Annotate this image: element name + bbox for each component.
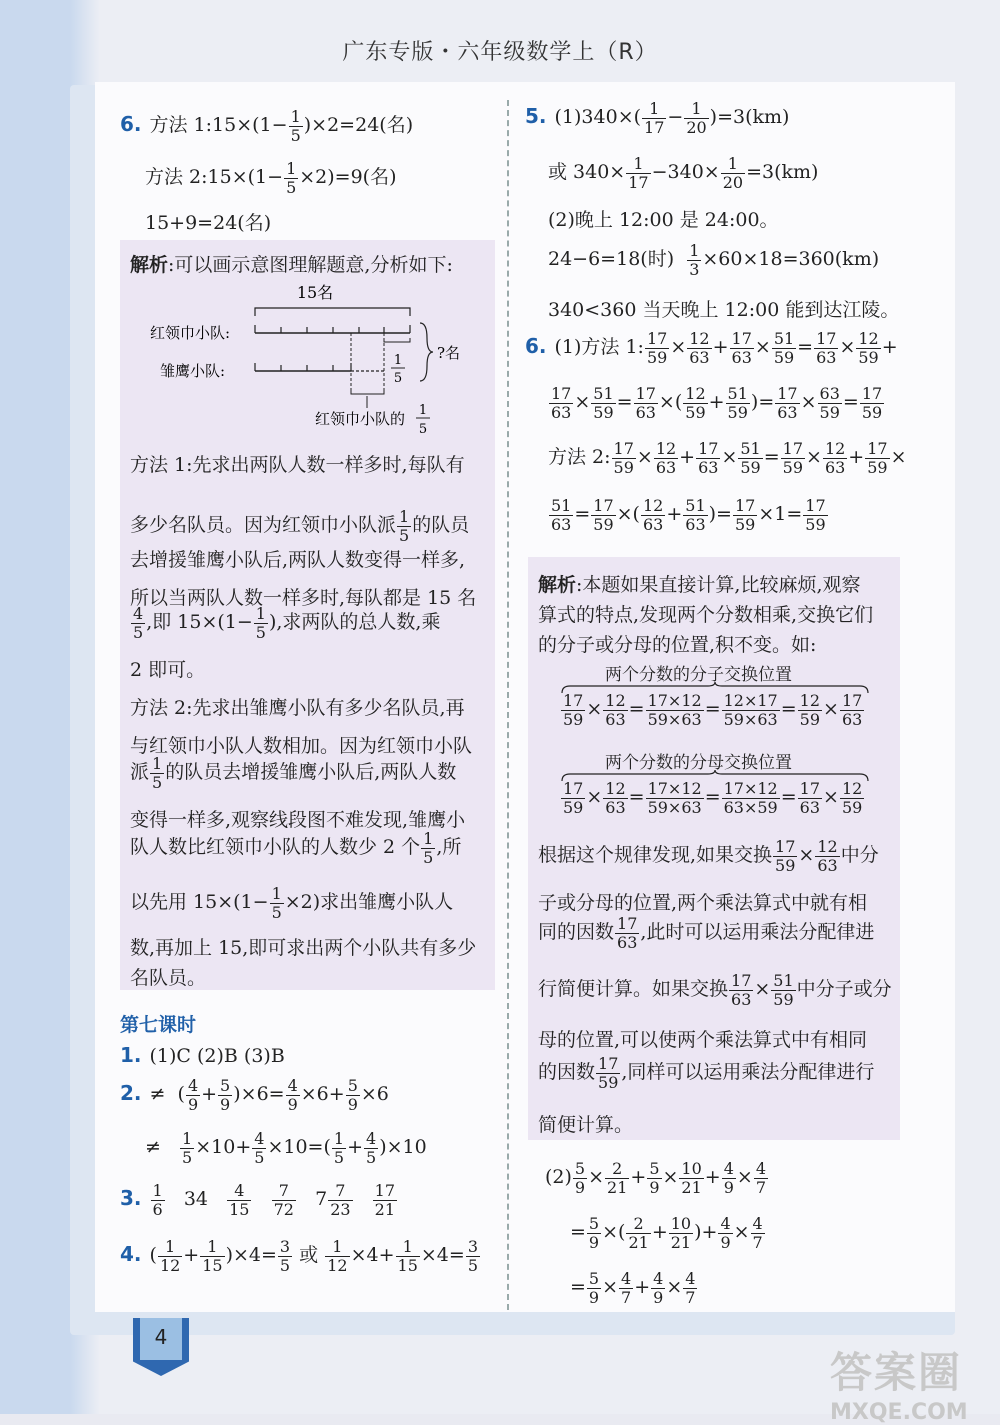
r-q6-2-line2: = $\frac{5}{9}$ ×( $\frac{2}{21}$ + $\frac{10}{21}$ )+ $\frac{4}{9}$ × $\frac{4}{7}$ bbox=[570, 1214, 763, 1252]
r-analysis-p1: 解析:本题如果直接计算,比较麻烦,观察 bbox=[538, 574, 861, 596]
r-q5-line4: 24−6=18(时) $\frac{1}{3}$ ×60×18=360(km) bbox=[548, 241, 880, 279]
r-q6-2-line3: = $\frac{5}{9}$ × $\frac{4}{7}$ + $\frac{4}{9}$ × $\frac{4}{7}$ bbox=[570, 1269, 696, 1307]
l7-q2-line2: ≠ $\frac{1}{5}$ ×10+ $\frac{4}{5}$ ×10=( $\frac{1}{5}$ + $\frac{4}{5}$ )×10 bbox=[145, 1129, 427, 1167]
l7-q3: 3. $\frac{1}{6}$ 34 $\frac{4}{15}$ $\frac{7}{72}$ 7 $\frac{7}{23}$ $\frac{17}{21}$ bbox=[120, 1181, 396, 1219]
r-example1: $\frac{17}{59}$ × $\frac{12}{63}$ = $\frac{17\times 12}{59\times 63}$ = $\frac{12\times 17}{59\times 63}$ = $\frac{12}{59}$ × $\frac{17}{63}$ bbox=[563, 691, 863, 729]
analysis-p2-line4: 变得一样多,观察线段图不难发现,雏鹰小 bbox=[130, 809, 466, 831]
r-analysis-t1: 根据这个规律发现,如果交换 $\frac{17}{59}$ × $\frac{12}{63}$ 中分 bbox=[538, 837, 879, 875]
brace-label-numerators: 两个分数的分子交换位置 bbox=[605, 665, 792, 685]
svg-text:5: 5 bbox=[393, 371, 403, 386]
l7-q1: 1. (1)C (2)B (3)B bbox=[120, 1043, 285, 1067]
r-example2: $\frac{17}{59}$ × $\frac{12}{63}$ = $\frac{17\times 12}{59\times 63}$ = $\frac{17\times 12}{63\times 59}$ = $\frac{17}{63}$ × $\frac{12}{59}$ bbox=[563, 779, 863, 817]
analysis-p1-line2: 多少名队员。因为红领巾小队派 $\frac{1}{5}$ 的队员 bbox=[130, 507, 470, 545]
svg-text:1: 1 bbox=[393, 353, 403, 368]
page-header: 广东专版・六年级数学上（R） bbox=[342, 40, 658, 65]
analysis-p2-line7: 数,再加上 15,即可求出两个小队共有多少 bbox=[130, 937, 477, 959]
r-q6-line4: $\frac{51}{63}$ = $\frac{17}{59}$ ×( $\frac{12}{63}$ + $\frac{51}{63}$ )= $\frac{17}{59}$ ×1= $\frac{17}{59}$ bbox=[551, 496, 826, 534]
watermark: 答案圈 MXQE.COM bbox=[830, 1348, 968, 1425]
r-analysis-t5: 母的位置,可以使两个乘法算式中有相同 bbox=[538, 1029, 868, 1051]
analysis-p2-line6: 以先用 15×(1− $\frac{1}{5}$ ×2)求出雏鹰小队人 bbox=[130, 884, 454, 922]
analysis-p2-line5: 队人数比红领巾小队的人数少 2 个 $\frac{1}{5}$ ,所 bbox=[130, 829, 462, 867]
analysis-p1-line6: 2 即可。 bbox=[130, 659, 206, 681]
r-q6-line1: 6. (1)方法 1: $\frac{17}{59}$ × $\frac{12}{63}$ + $\frac{17}{63}$ × $\frac{51}{59}$ = $\frac{17}{63}$ × $\frac{12}{59}$ + bbox=[525, 329, 898, 367]
page-number: 4 bbox=[154, 1325, 168, 1349]
analysis-p1-line4: 所以当两队人数一样多时,每队都是 15 名 bbox=[130, 587, 477, 609]
analysis-p2-line1: 方法 2:先求出雏鹰小队有多少名队员,再 bbox=[130, 697, 465, 719]
r-analysis-p3: 的分子或分母的位置,积不变。如: bbox=[538, 634, 817, 656]
left-analysis-intro: 解析:可以画示意图理解题意,分析如下: bbox=[130, 254, 453, 276]
diagram-q-label: ?名 bbox=[437, 344, 461, 362]
r-analysis-p2: 算式的特点,发现两个分数相乘,交换它们 bbox=[538, 604, 874, 626]
brace-label-denominators: 两个分数的分母交换位置 bbox=[605, 753, 792, 773]
q6-method1: 6. 方法 1:15×(1− $\frac{1}{5}$ )×2=24(名) bbox=[120, 107, 414, 145]
r-q5-line3: (2)晚上 12:00 是 24:00。 bbox=[548, 209, 779, 231]
fraction: $\frac{1}{5}$ bbox=[286, 159, 297, 197]
r-analysis-t6: 的因数 $\frac{17}{59}$ ,同样可以运用乘法分配律进行 bbox=[538, 1054, 875, 1092]
r-q5-line5: 340<360 当天晚上 12:00 能到达江陵。 bbox=[548, 299, 900, 321]
q6-method2: 方法 2:15×(1− $\frac{1}{5}$ ×2)=9(名) bbox=[145, 159, 397, 197]
r-q5-line1: 5. (1)340×( $\frac{1}{17}$ − $\frac{1}{20}$ )=3(km) bbox=[525, 99, 790, 137]
q6-sum: 15+9=24(名) bbox=[145, 212, 272, 234]
r-analysis-t4: 行简便计算。如果交换 $\frac{17}{63}$ × $\frac{51}{59}$ 中分子或分 bbox=[538, 971, 892, 1009]
diagram-row1-label: 红领巾小队: bbox=[150, 324, 231, 342]
l7-q4: 4. ( $\frac{1}{12}$ + $\frac{1}{15}$ )×4= $\frac{3}{5}$ 或 $\frac{1}{12}$ ×4+ $\frac{1}{15}$ ×4= $\frac{3}{5}$ bbox=[120, 1237, 478, 1275]
l7-q2-line1: 2. ≠ ( $\frac{4}{9}$ + $\frac{5}{9}$ )×6= $\frac{4}{9}$ ×6+ $\frac{5}{9}$ ×6 bbox=[120, 1076, 389, 1114]
analysis-p1-line5: $\frac{4}{5}$ ,即 15×(1− $\frac{1}{5}$ ),求两队的总人数,乘 bbox=[133, 604, 441, 642]
r-q6-line2: $\frac{17}{63}$ × $\frac{51}{59}$ = $\frac{17}{63}$ ×( $\frac{12}{59}$ + $\frac{51}{59}$ )= $\frac{17}{63}$ × $\frac{63}{59}$ = $\frac{17}{59}$ bbox=[551, 384, 883, 422]
r-analysis-t7: 简便计算。 bbox=[538, 1114, 634, 1136]
diagram-total-label: 15名 bbox=[296, 283, 334, 302]
r-analysis-t2: 子或分母的位置,两个乘法算式中就有相 bbox=[538, 892, 868, 914]
diagram-bottom-label: 红领巾小队的 bbox=[315, 410, 406, 428]
r-q6-2-line1: (2) $\frac{5}{9}$ × $\frac{2}{21}$ + $\frac{5}{9}$ × $\frac{10}{21}$ + $\frac{4}{9}$ × $\frac{4}{7}$ bbox=[545, 1159, 766, 1197]
r-q5-line2: 或 340× $\frac{1}{17}$ −340× $\frac{1}{20}$ =3(km) bbox=[548, 154, 819, 192]
analysis-p1-line3: 去增援雏鹰小队后,两队人数变得一样多, bbox=[130, 549, 466, 571]
svg-text:1: 1 bbox=[418, 403, 428, 418]
diagram-row2-label: 雏鹰小队: bbox=[160, 362, 226, 380]
analysis-p2-line2: 与红领巾小队人数相加。因为红领巾小队 bbox=[130, 735, 473, 757]
analysis-p2-line8: 名队员。 bbox=[130, 967, 207, 989]
lesson7-title: 第七课时 bbox=[120, 1014, 197, 1036]
segment-diagram bbox=[125, 278, 495, 440]
svg-text:5: 5 bbox=[418, 422, 428, 437]
analysis-p1-line1: 方法 1:先求出两队人数一样多时,每队有 bbox=[130, 454, 465, 476]
analysis-p2-line3: 派 $\frac{1}{5}$ 的队员去增援雏鹰小队后,两队人数 bbox=[130, 754, 457, 792]
column-divider bbox=[507, 100, 509, 1310]
fraction: $\frac{1}{5}$ bbox=[290, 107, 301, 145]
r-q6-line3: 方法 2: $\frac{17}{59}$ × $\frac{12}{63}$ + $\frac{17}{63}$ × $\frac{51}{59}$ = $\frac{17}{59}$ × $\frac{12}{63}$ + $\frac{17}{59}$ × bbox=[548, 439, 907, 477]
r-analysis-t3: 同的因数 $\frac{17}{63}$ ,此时可以运用乘法分配律进 bbox=[538, 914, 875, 952]
